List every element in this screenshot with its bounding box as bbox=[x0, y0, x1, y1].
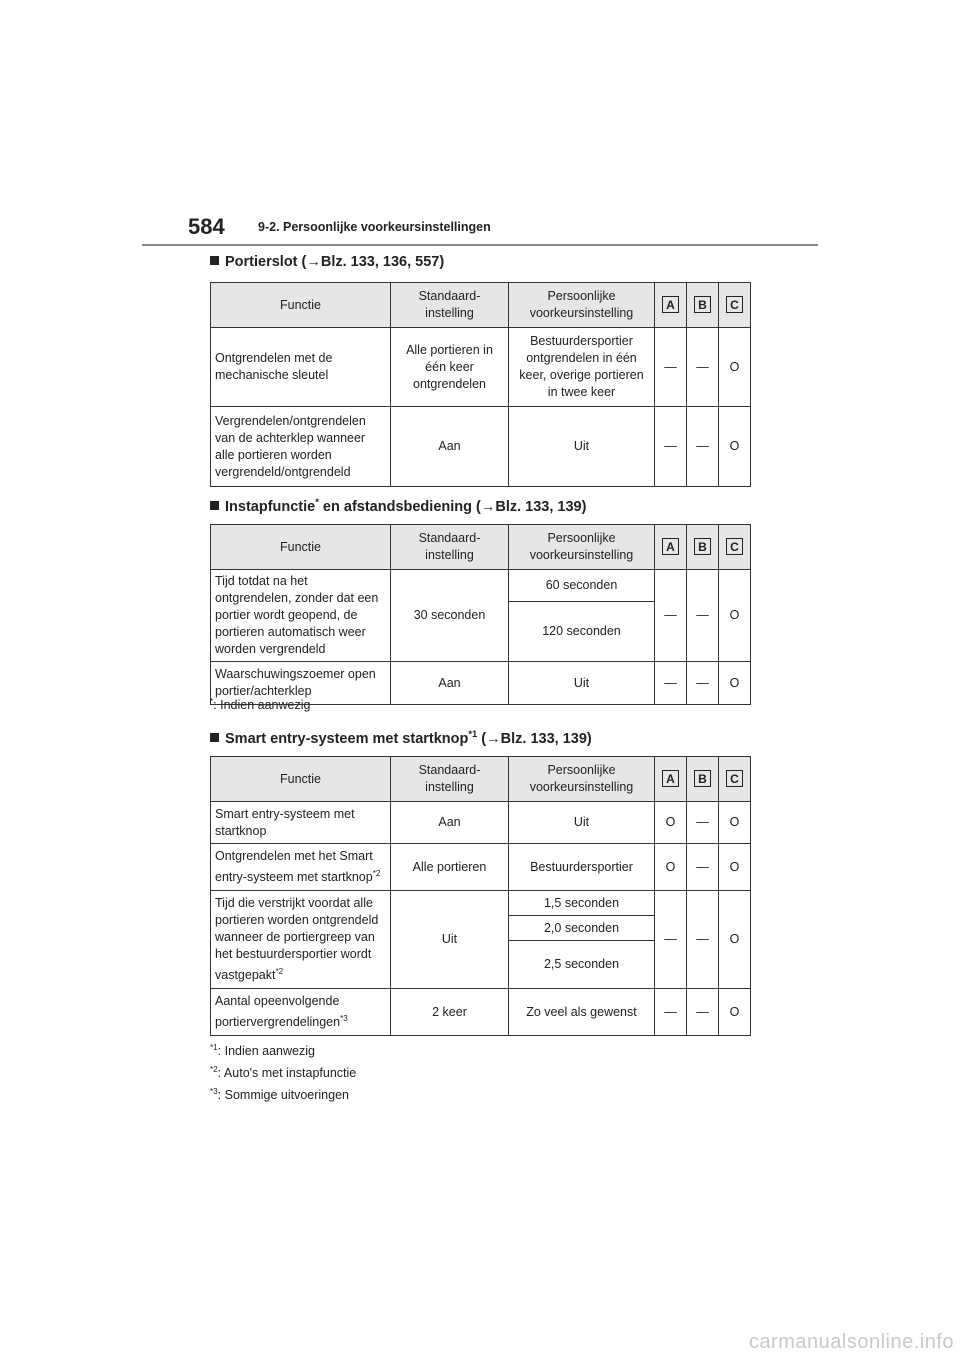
header-functie: Functie bbox=[211, 757, 391, 802]
section-header: 9-2. Persoonlijke voorkeursinstellingen bbox=[258, 220, 491, 234]
header-persoonlijk: Persoonlijke voorkeursinstelling bbox=[509, 757, 655, 802]
table-row: Vergrendelen/ontgrendelen van de achterklep wanneer alle portieren worden vergrendeld/ontgrendeld Aan Uit — — O bbox=[211, 407, 751, 487]
table-row: Ontgrendelen met de mechanische sleutel Alle portieren in één keer ontgrendelen Bestuurdersportier ontgrendelen in één keer, overige portieren in twee keer — — O bbox=[211, 328, 751, 407]
header-persoonlijk: Persoonlijke voorkeursinstelling bbox=[509, 283, 655, 328]
header-b bbox=[687, 757, 719, 802]
header-standaard: Standaard-instelling bbox=[391, 283, 509, 328]
footnote-3: $^{*3}$: Sommige uitvoeringen bbox=[210, 1087, 349, 1103]
table-row: Tijd die verstrijkt voordat alle portieren worden ontgrendeld wanneer de portiergreep van het bestuurdersportier wordt vastgepakt$^{*2}$ Uit 1,5 seconden — — O bbox=[211, 891, 751, 916]
square-bullet-icon bbox=[210, 733, 219, 742]
b-box-icon: B bbox=[694, 538, 711, 555]
header-functie: Functie bbox=[211, 525, 391, 570]
table-header-row bbox=[211, 525, 751, 570]
table-row: Aantal opeenvolgende portiervergrendelingen$^{*3}$ 2 keer Zo veel als gewenst — — O bbox=[211, 989, 751, 1036]
table-header-row bbox=[211, 283, 751, 328]
header-standaard: Standaard-instelling bbox=[391, 757, 509, 802]
square-bullet-icon bbox=[210, 256, 219, 265]
header-persoonlijk: Persoonlijke voorkeursinstelling bbox=[509, 525, 655, 570]
c-box-icon: C bbox=[726, 296, 743, 313]
table-portierslot bbox=[210, 282, 751, 487]
table-instapfunctie bbox=[210, 524, 751, 705]
header-b bbox=[687, 525, 719, 570]
a-box-icon: A bbox=[662, 296, 679, 313]
footnote-instap: *: Indien aanwezig bbox=[210, 697, 311, 713]
table-row: Waarschuwingszoemer open portier/achterklep Aan Uit — — O bbox=[211, 662, 751, 705]
square-bullet-icon bbox=[210, 501, 219, 510]
heading-instapfunctie: Instapfunctie* en afstandsbediening (→Blz. 133, 139) bbox=[210, 496, 586, 515]
a-box-icon: A bbox=[662, 770, 679, 787]
a-box-icon: A bbox=[662, 538, 679, 555]
header-divider bbox=[142, 244, 818, 246]
header-a bbox=[655, 525, 687, 570]
b-box-icon: B bbox=[694, 296, 711, 313]
heading-portierslot: Portierslot (→Blz. 133, 136, 557) bbox=[210, 254, 444, 270]
header-c bbox=[719, 757, 751, 802]
table-row: Ontgrendelen met het Smart entry-systeem met startknop$^{*2}$ Alle portieren Bestuurdersportier O — O bbox=[211, 844, 751, 891]
header-functie: Functie bbox=[211, 283, 391, 328]
header-a bbox=[655, 757, 687, 802]
watermark[interactable]: carmanualsonline.info bbox=[748, 1331, 954, 1353]
footnote-1: $^{*1}$: Indien aanwezig bbox=[210, 1043, 315, 1059]
header-c bbox=[719, 525, 751, 570]
header-c bbox=[719, 283, 751, 328]
table-row: 2,0 seconden bbox=[211, 916, 751, 941]
heading-smart-entry: Smart entry-systeem met startknop$^{*1}$ (→Blz. 133, 139) bbox=[210, 728, 592, 747]
table-smart-entry bbox=[210, 756, 751, 1036]
table-row: 120 seconden bbox=[211, 602, 751, 662]
header-a bbox=[655, 283, 687, 328]
table-row: 2,5 seconden bbox=[211, 941, 751, 989]
c-box-icon: C bbox=[726, 538, 743, 555]
header-b bbox=[687, 283, 719, 328]
table-row: Smart entry-systeem met startknop Aan Uit O — O bbox=[211, 802, 751, 844]
footnote-2: $^{*2}$: Auto's met instapfunctie bbox=[210, 1065, 357, 1081]
b-box-icon: B bbox=[694, 770, 711, 787]
table-header-row bbox=[211, 757, 751, 802]
table-row: Tijd totdat na het ontgrendelen, zonder dat een portier wordt geopend, de portieren automatisch weer worden vergrendeld 30 seconden 60 seconden — — O bbox=[211, 570, 751, 602]
page-number: 584 bbox=[188, 214, 225, 239]
header-standaard: Standaard-instelling bbox=[391, 525, 509, 570]
c-box-icon: C bbox=[726, 770, 743, 787]
